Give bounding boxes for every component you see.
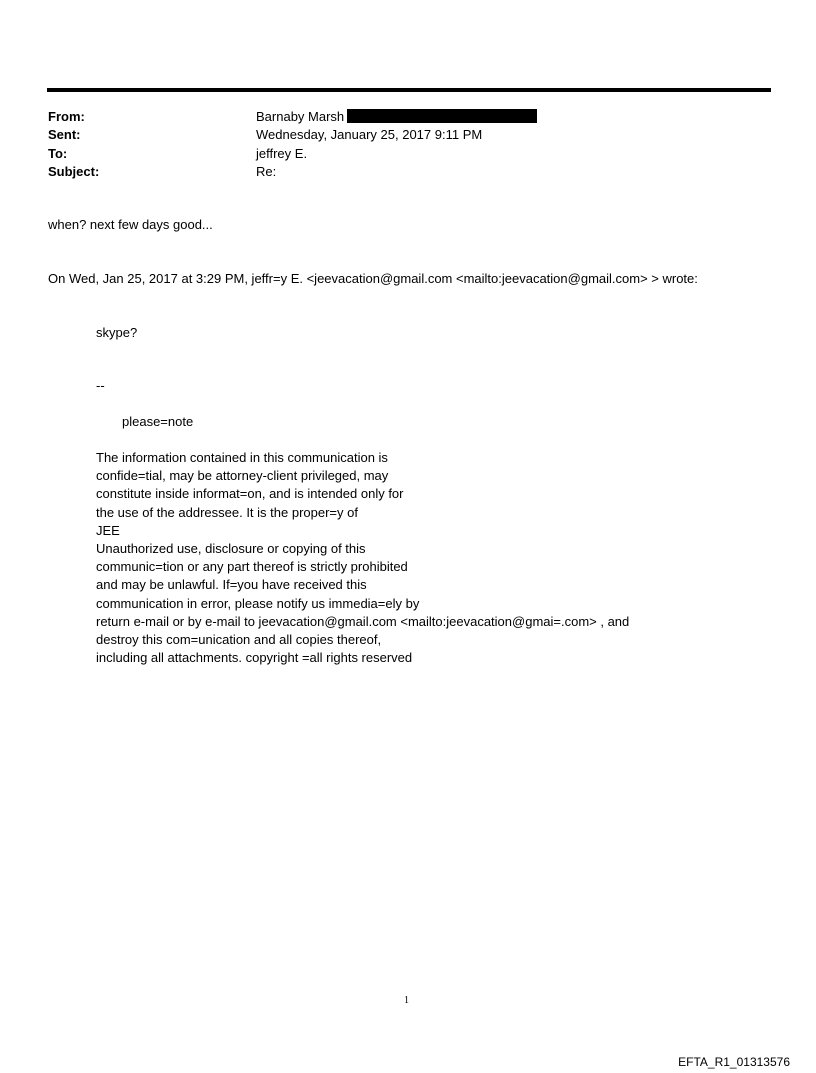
notice-line: return e-mail or by e-mail to jeevacation@gmail.com <mailto:jeevacation@gmai=.com> , and bbox=[96, 613, 630, 629]
notice-line: destroy this com=unication and all copies thereof, bbox=[96, 632, 382, 648]
page-number: 1 bbox=[404, 995, 409, 1006]
notice-line: constitute inside informat=on, and is intended only for bbox=[96, 486, 404, 502]
quote-intro: On Wed, Jan 25, 2017 at 3:29 PM, jeffr=y E. <jeevacation@gmail.com <mailto:jeevacation@gmail.com> > wrote: bbox=[48, 271, 698, 286]
notice-line: including all attachments. copyright =all rights reserved bbox=[96, 650, 413, 666]
redaction-box bbox=[347, 109, 537, 123]
header-rule bbox=[47, 88, 771, 92]
from-label: From: bbox=[48, 109, 85, 124]
quoted-message: skype? bbox=[96, 325, 138, 340]
from-value bbox=[256, 109, 537, 124]
notice-line: communic=tion or any part thereof is strictly prohibited bbox=[96, 559, 408, 575]
notice-line: confide=tial, may be attorney-client privileged, may bbox=[96, 468, 389, 484]
sender-name: Barnaby Marsh bbox=[256, 109, 345, 124]
notice-line: Unauthorized use, disclosure or copying of this bbox=[96, 541, 366, 557]
reply-text: when? next few days good... bbox=[48, 217, 213, 232]
notice-line: the use of the addressee. It is the proper=y of bbox=[96, 504, 358, 520]
notice-line: The information contained in this communication is bbox=[96, 450, 388, 465]
signature-separator: -- bbox=[96, 378, 105, 393]
subject-value: Re: bbox=[256, 164, 277, 179]
confidentiality-notice bbox=[96, 449, 629, 667]
notice-line: communication in error, please notify us immedia=ely by bbox=[96, 595, 420, 611]
to-value: jeffrey E. bbox=[256, 146, 308, 161]
document-id: EFTA_R1_01313576 bbox=[678, 1055, 790, 1069]
subject-label: Subject: bbox=[48, 164, 100, 179]
notice-line: and may be unlawful. If=you have received this bbox=[96, 577, 367, 593]
sent-value: Wednesday, January 25, 2017 9:11 PM bbox=[256, 127, 483, 142]
to-label: To: bbox=[48, 146, 68, 161]
please-note: please=note bbox=[122, 414, 194, 429]
sent-label: Sent: bbox=[48, 127, 81, 142]
notice-line: JEE bbox=[96, 522, 120, 538]
